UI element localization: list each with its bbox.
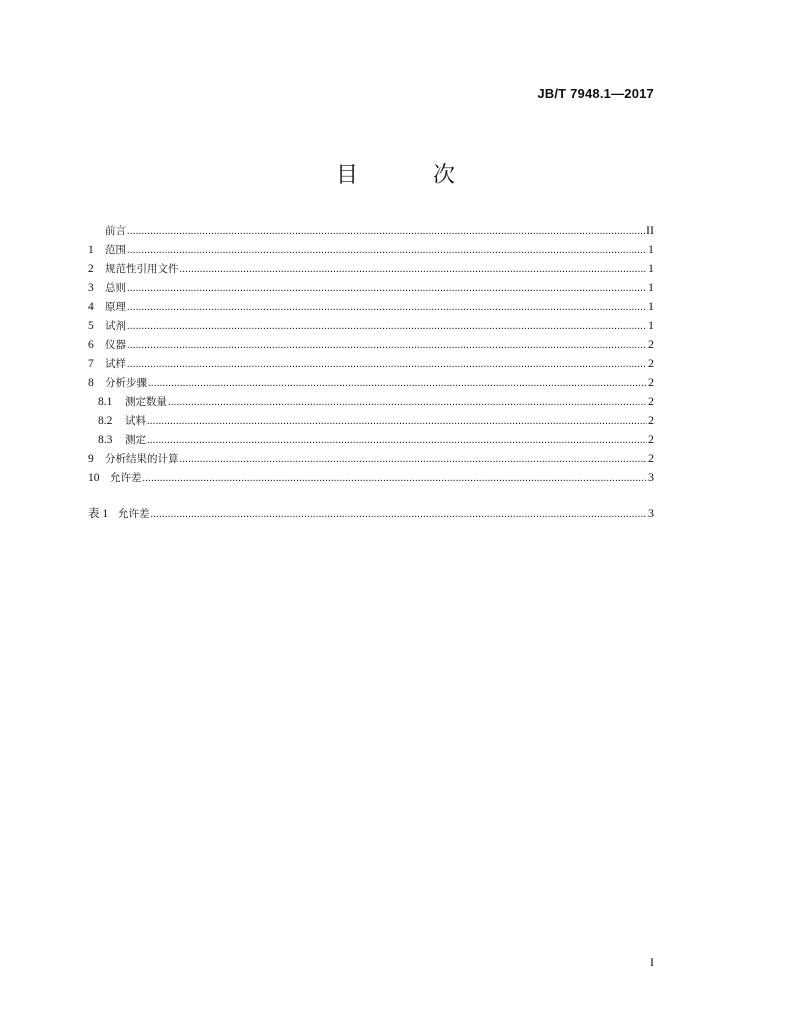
toc-entry-number: 7 [88,358,94,370]
toc-entry-page: 2 [648,337,654,351]
toc-entry[interactable] [88,411,654,430]
toc-entry-number: 10 [88,472,100,484]
toc-entry-number: 8.1 [98,396,113,408]
toc-entry-label: 原理 [105,301,126,313]
toc-entry-page: 2 [648,375,654,389]
toc-entry-label: 试样 [105,358,126,370]
toc-table-entries [88,504,654,523]
toc-entry-page: 1 [648,242,654,256]
toc-entry-number: 5 [88,320,94,332]
toc-entry-label: 分析结果的计算 [105,453,179,465]
toc-entry[interactable] [88,392,654,411]
dot-leader [127,355,647,374]
toc-table-entry[interactable] [88,504,654,523]
toc-entry[interactable] [88,221,654,240]
dot-leader [127,298,647,317]
toc-entry-label: 范围 [105,244,126,256]
toc-entry-number: 9 [88,453,94,465]
toc-entry-label: 规范性引用文件 [105,263,179,275]
toc-entry-label: 试料 [125,415,146,427]
dot-leader [127,241,647,260]
table-of-contents [88,221,654,523]
toc-entry[interactable] [88,259,654,278]
toc-entry-number: 1 [88,244,94,256]
toc-entry-label: 测定 [125,434,146,446]
toc-gap [88,487,654,504]
toc-entry-number: 4 [88,301,94,313]
toc-entry[interactable] [88,354,654,373]
dot-leader [148,374,647,393]
toc-title: 目 次 [336,163,489,188]
toc-entry[interactable] [88,316,654,335]
toc-entry-label: 允许差 [110,472,142,484]
toc-entry-page: 3 [648,506,654,520]
toc-entry-number: 8.3 [98,434,113,446]
dot-leader [127,336,647,355]
dot-leader [127,317,647,336]
toc-entry-page: 1 [648,318,654,332]
toc-entry-label: 前言 [105,225,126,237]
dot-leader [147,431,647,450]
toc-entries [88,221,654,487]
toc-entry[interactable] [88,240,654,259]
toc-entry-label: 总则 [105,282,126,294]
toc-entry-page: 1 [648,280,654,294]
toc-entry-number: 8 [88,377,94,389]
toc-entry[interactable] [88,449,654,468]
dot-leader [168,393,647,412]
toc-entry-label: 分析步骤 [105,377,147,389]
toc-entry-page: II [646,223,654,237]
toc-entry-page: 1 [648,261,654,275]
toc-entry-page: 2 [648,394,654,408]
toc-entry[interactable] [88,335,654,354]
dot-leader [127,279,647,298]
dot-leader [127,222,645,241]
toc-entry-page: 1 [648,299,654,313]
dot-leader [143,469,648,488]
toc-entry-label: 允许差 [118,508,150,520]
toc-entry-page: 3 [648,470,654,484]
dot-leader [180,260,648,279]
toc-entry[interactable] [88,297,654,316]
toc-entry-number: 2 [88,263,94,275]
toc-entry-number: 6 [88,339,94,351]
toc-entry[interactable] [88,430,654,449]
document-code: JB/T 7948.1—2017 [537,86,654,101]
dot-leader [180,450,648,469]
toc-entry[interactable] [88,373,654,392]
toc-entry-page: 2 [648,451,654,465]
toc-entry-number: 3 [88,282,94,294]
page-number: I [650,955,654,969]
toc-entry-number: 8.2 [98,415,113,427]
toc-entry-label: 测定数量 [125,396,167,408]
toc-entry-number: 表 1 [88,508,109,520]
toc-entry-label: 仪器 [105,339,126,351]
toc-entry-page: 2 [648,432,654,446]
toc-entry[interactable] [88,278,654,297]
toc-entry[interactable] [88,468,654,487]
toc-entry-page: 2 [648,413,654,427]
dot-leader [147,412,647,431]
toc-entry-page: 2 [648,356,654,370]
toc-entry-label: 试剂 [105,320,126,332]
dot-leader [151,505,648,524]
